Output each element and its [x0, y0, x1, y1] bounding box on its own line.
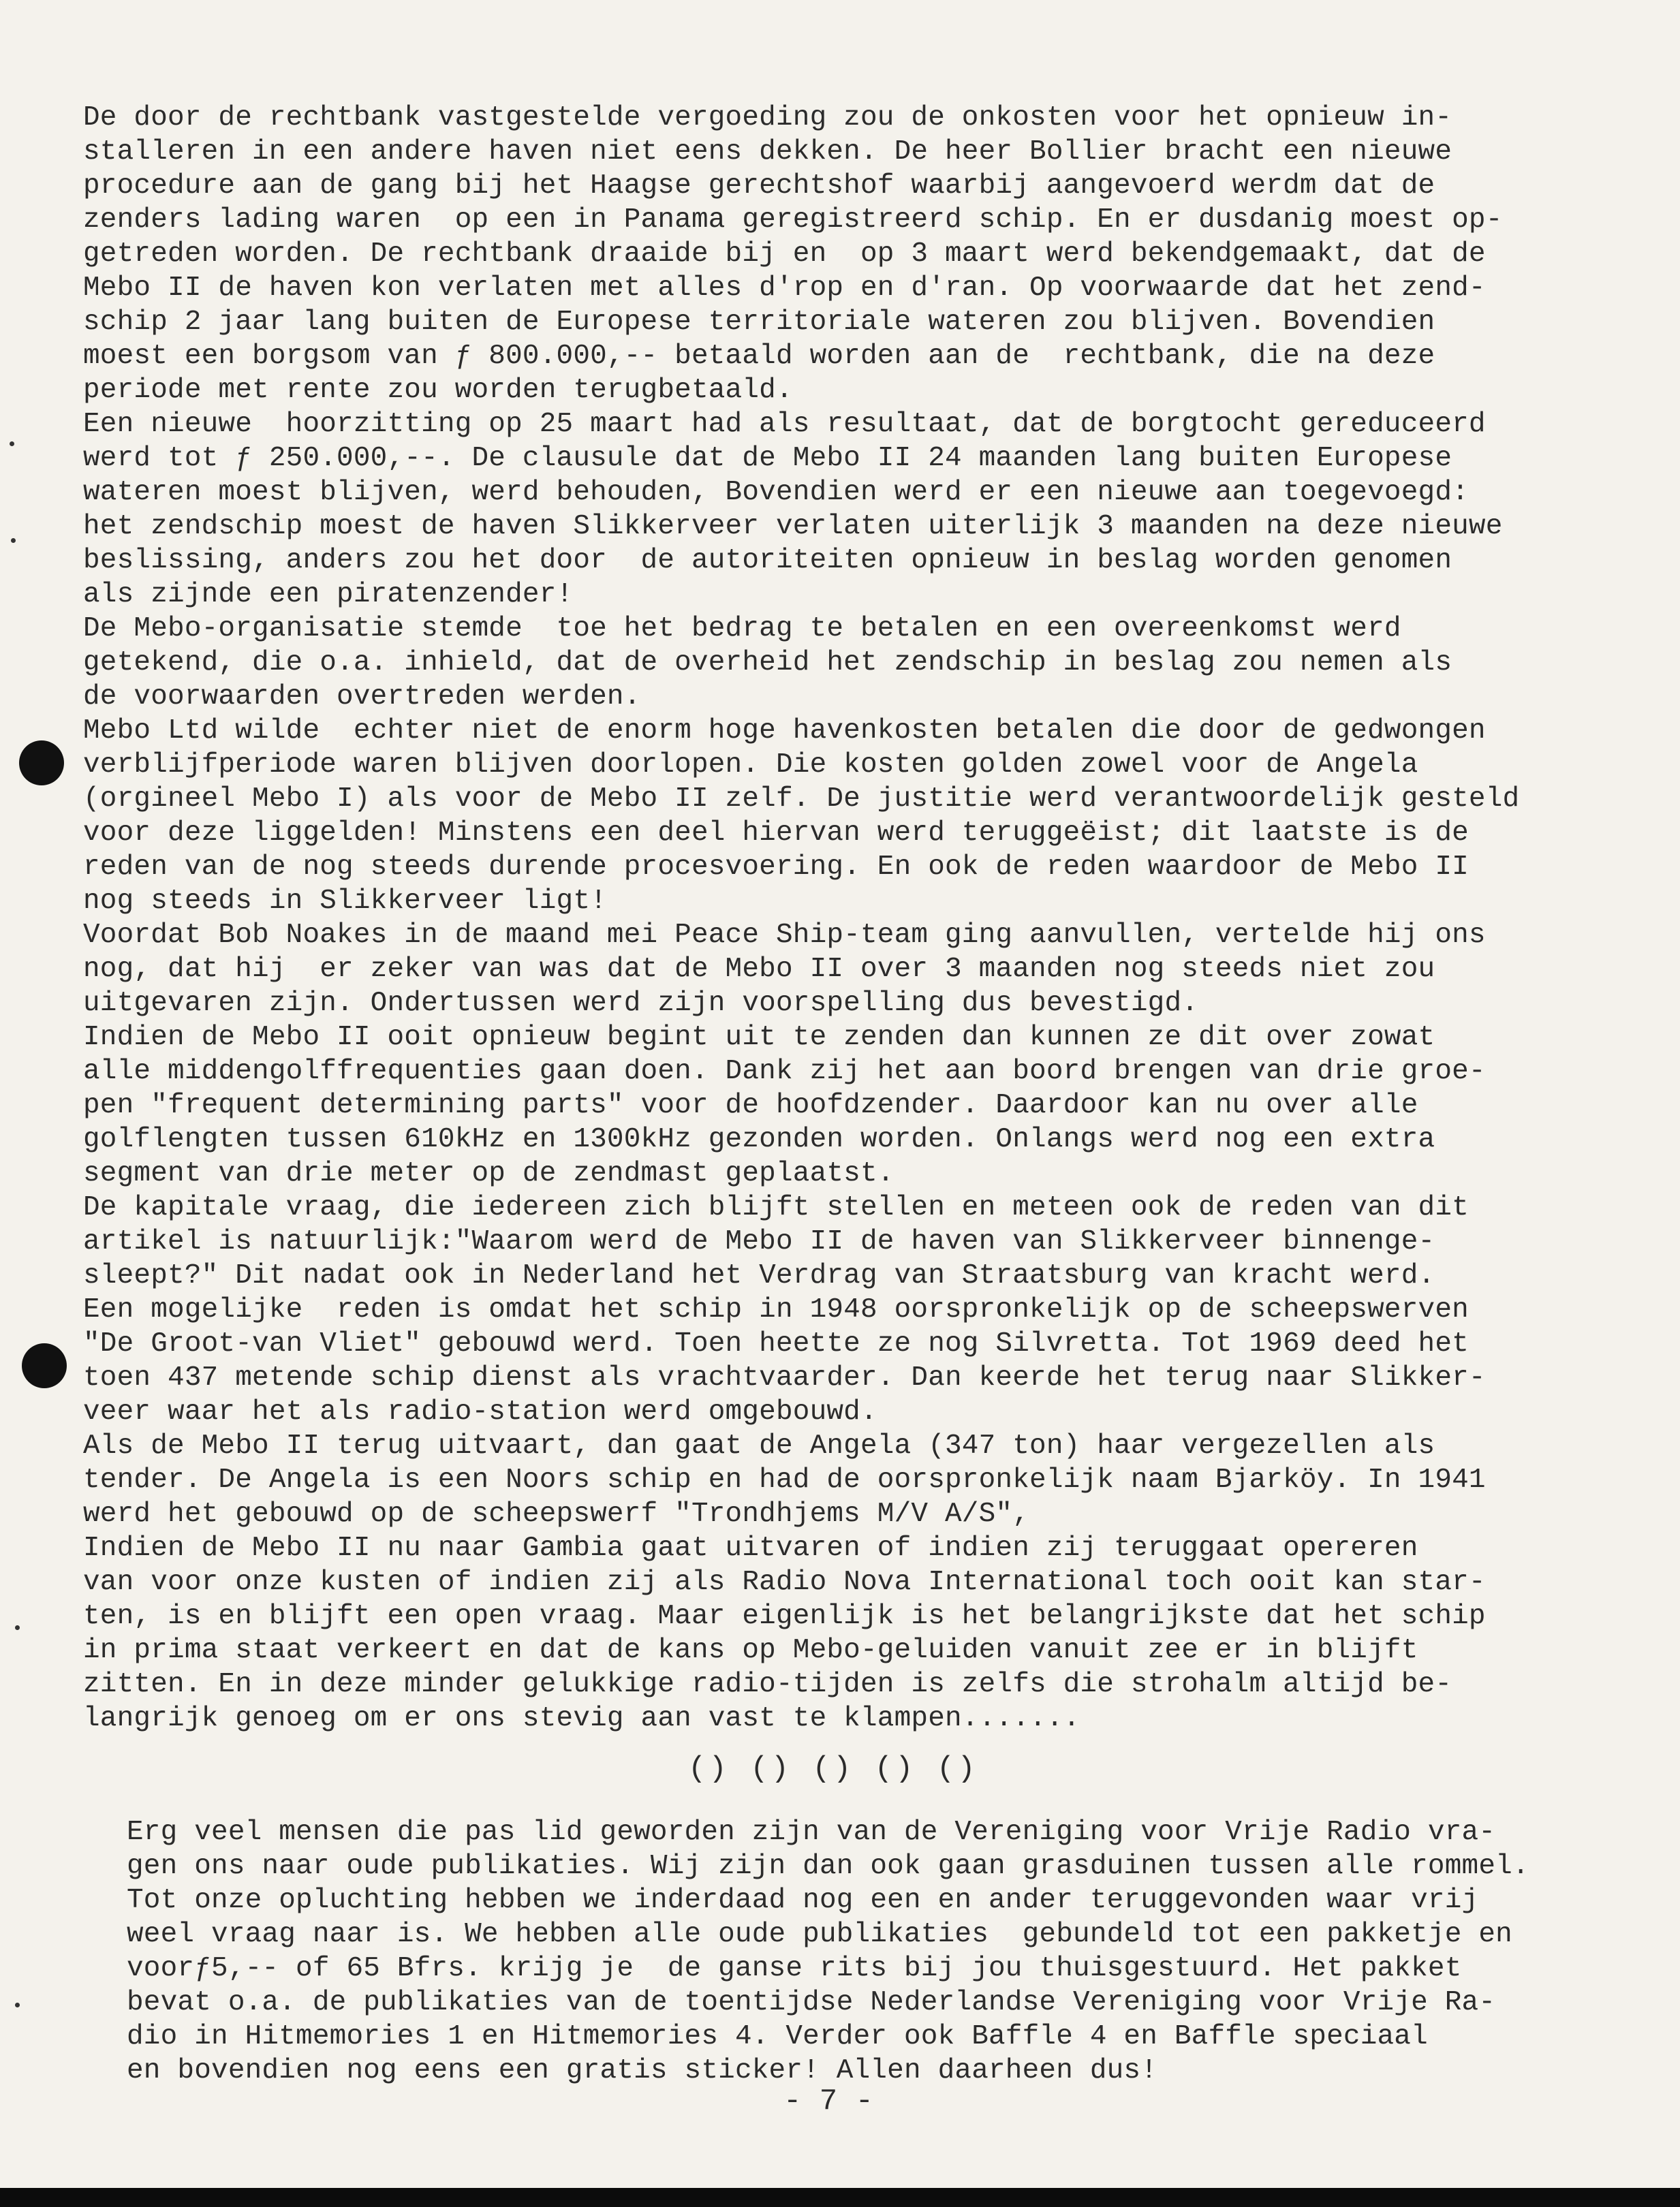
page-number: - 7 -	[783, 2084, 874, 2118]
section-separator: () () () () ()	[688, 1752, 978, 1786]
text-line: Indien de Mebo II ooit opnieuw begint uit te zenden dan kunnen ze dit over zowat	[83, 1022, 1435, 1053]
text-line: De kapitale vraag, die iedereen zich blijft stellen en meteen ook de reden van dit	[83, 1192, 1469, 1223]
text-line: alle middengolffrequenties gaan doen. Dank zij het aan boord brengen van drie groe-	[83, 1056, 1486, 1087]
text-line: gen ons naar oude publikaties. Wij zijn dan ook gaan grasduinen tussen alle rommel.	[127, 1851, 1529, 1882]
text-line: reden van de nog steeds durende procesvoering. En ook de reden waardoor de Mebo II	[83, 851, 1469, 883]
text-line: Een mogelijke reden is omdat het schip in 1948 oorspronkelijk op de scheepswerven	[83, 1294, 1469, 1326]
text-line: zitten. En in deze minder gelukkige radio-tijden is zelfs die strohalm altijd be-	[83, 1669, 1452, 1700]
punch-hole-top	[19, 740, 64, 785]
scan-edge	[0, 2188, 1680, 2207]
text-line: weel vraag naar is. We hebben alle oude publikaties gebundeld tot een pakketje en	[127, 1919, 1512, 1950]
margin-speck	[15, 2003, 20, 2007]
text-line: stalleren in een andere haven niet eens dekken. De heer Bollier bracht een nieuwe	[83, 136, 1452, 168]
text-line: procedure aan de gang bij het Haagse gerechtshof waarbij aangevoerd werdm dat de	[83, 170, 1435, 202]
text-line: de voorwaarden overtreden werden.	[83, 681, 641, 713]
text-line: Tot onze opluchting hebben we inderdaad nog een en ander teruggevonden waar vrij	[127, 1885, 1479, 1916]
article-body	[83, 101, 1609, 1736]
text-line: nog steeds in Slikkerveer ligt!	[83, 886, 607, 917]
text-line: sleept?" Dit nadat ook in Nederland het Verdrag van Straatsburg van kracht werd.	[83, 1260, 1435, 1292]
text-line: in prima staat verkeert en dat de kans op Mebo-geluiden vanuit zee er in blijft	[83, 1635, 1418, 1666]
text-line: Voordat Bob Noakes in de maand mei Peace Ship-team ging aanvullen, vertelde hij ons	[83, 920, 1486, 951]
text-line: De door de rechtbank vastgestelde vergoeding zou de onkosten voor het opnieuw in-	[83, 102, 1452, 134]
text-line: getekend, die o.a. inhield, dat de overheid het zendschip in beslag zou nemen als	[83, 647, 1452, 678]
text-line: verblijfperiode waren blijven doorlopen. Die kosten golden zowel voor de Angela	[83, 749, 1418, 781]
margin-speck	[15, 1625, 20, 1630]
text-line: beslissing, anders zou het door de autoriteiten opnieuw in beslag worden genomen	[83, 545, 1452, 576]
text-line: tender. De Angela is een Noors schip en had de oorspronkelijk naam Bjarköy. In 1941	[83, 1465, 1486, 1496]
text-line: voor deze liggelden! Minstens een deel hiervan werd teruggeëist; dit laatste is de	[83, 817, 1469, 849]
text-line: "De Groot-van Vliet" gebouwd werd. Toen heette ze nog Silvretta. Tot 1969 deed het	[83, 1328, 1469, 1360]
text-line: voorƒ5,-- of 65 Bfrs. krijg je de ganse rits bij jou thuisgestuurd. Het pakket	[127, 1953, 1462, 1984]
text-line: het zendschip moest de haven Slikkerveer verlaten uiterlijk 3 maanden na deze nieuwe	[83, 511, 1503, 542]
text-line: artikel is natuurlijk:"Waarom werd de Mebo II de haven van Slikkerveer binnenge-	[83, 1226, 1435, 1257]
text-line: bevat o.a. de publikaties van de toentijdse Nederlandse Vereniging voor Vrije Ra-	[127, 1987, 1496, 2018]
text-line: werd het gebouwd op de scheepswerf "Trondhjems M/V A/S",	[83, 1499, 1030, 1530]
text-line: toen 437 metende schip dienst als vrachtvaarder. Dan keerde het terug naar Slikker-	[83, 1362, 1486, 1394]
text-line: ten, is en blijft een open vraag. Maar eigenlijk is het belangrijkste dat het schip	[83, 1601, 1486, 1632]
text-line: uitgevaren zijn. Ondertussen werd zijn voorspelling dus bevestigd.	[83, 988, 1199, 1019]
text-line: wateren moest blijven, werd behouden, Bovendien werd er een nieuwe aan toegevoegd:	[83, 477, 1469, 508]
text-line: veer waar het als radio-station werd omgebouwd.	[83, 1396, 877, 1428]
text-line: Mebo Ltd wilde echter niet de enorm hoge havenkosten betalen die door de gedwongen	[83, 715, 1486, 747]
text-line: De Mebo-organisatie stemde toe het bedrag te betalen en een overeenkomst werd	[83, 613, 1401, 644]
text-line: zenders lading waren op een in Panama geregistreerd schip. En er dusdanig moest op-	[83, 204, 1503, 236]
text-line: van voor onze kusten of indien zij als Radio Nova International toch ooit kan star-	[83, 1567, 1486, 1598]
punch-hole-bottom	[22, 1343, 67, 1388]
text-line: dio in Hitmemories 1 en Hitmemories 4. Verder ook Baffle 4 en Baffle speciaal	[127, 2021, 1428, 2052]
text-line: Mebo II de haven kon verlaten met alles d'rop en d'ran. Op voorwaarde dat het zend-	[83, 272, 1486, 304]
margin-speck	[11, 538, 16, 543]
text-line: (orgineel Mebo I) als voor de Mebo II zelf. De justitie werd verantwoordelijk gesteld	[83, 783, 1520, 815]
text-line: periode met rente zou worden terugbetaald.	[83, 375, 793, 406]
text-line: segment van drie meter op de zendmast geplaatst.	[83, 1158, 895, 1189]
text-line: Een nieuwe hoorzitting op 25 maart had als resultaat, dat de borgtocht gereduceerd	[83, 409, 1486, 440]
text-line: Erg veel mensen die pas lid geworden zijn van de Vereniging voor Vrije Radio vra-	[127, 1817, 1496, 1848]
text-line: nog, dat hij er zeker van was dat de Mebo II over 3 maanden nog steeds niet zou	[83, 954, 1435, 985]
margin-speck	[10, 441, 14, 446]
text-line: werd tot ƒ 250.000,--. De clausule dat de Mebo II 24 maanden lang buiten Europese	[83, 443, 1452, 474]
text-line: langrijk genoeg om er ons stevig aan vast te klampen.......	[83, 1703, 1080, 1734]
text-line: getreden worden. De rechtbank draaide bij en op 3 maart werd bekendgemaakt, dat de	[83, 238, 1486, 270]
text-line: Indien de Mebo II nu naar Gambia gaat uitvaren of indien zij teruggaat opereren	[83, 1533, 1418, 1564]
text-line: Als de Mebo II terug uitvaart, dan gaat de Angela (347 ton) haar vergezellen als	[83, 1430, 1435, 1462]
publications-notice	[127, 1815, 1625, 2088]
text-line: als zijnde een piratenzender!	[83, 579, 574, 610]
text-line: pen "frequent determining parts" voor de hoofdzender. Daardoor kan nu over alle	[83, 1090, 1418, 1121]
text-line: golflengten tussen 610kHz en 1300kHz gezonden worden. Onlangs werd nog een extra	[83, 1124, 1435, 1155]
text-line: en bovendien nog eens een gratis sticker! Allen daarheen dus!	[127, 2055, 1158, 2086]
text-line: schip 2 jaar lang buiten de Europese territoriale wateren zou blijven. Bovendien	[83, 307, 1435, 338]
text-line: moest een borgsom van ƒ 800.000,-- betaald worden aan de rechtbank, die na deze	[83, 341, 1435, 372]
